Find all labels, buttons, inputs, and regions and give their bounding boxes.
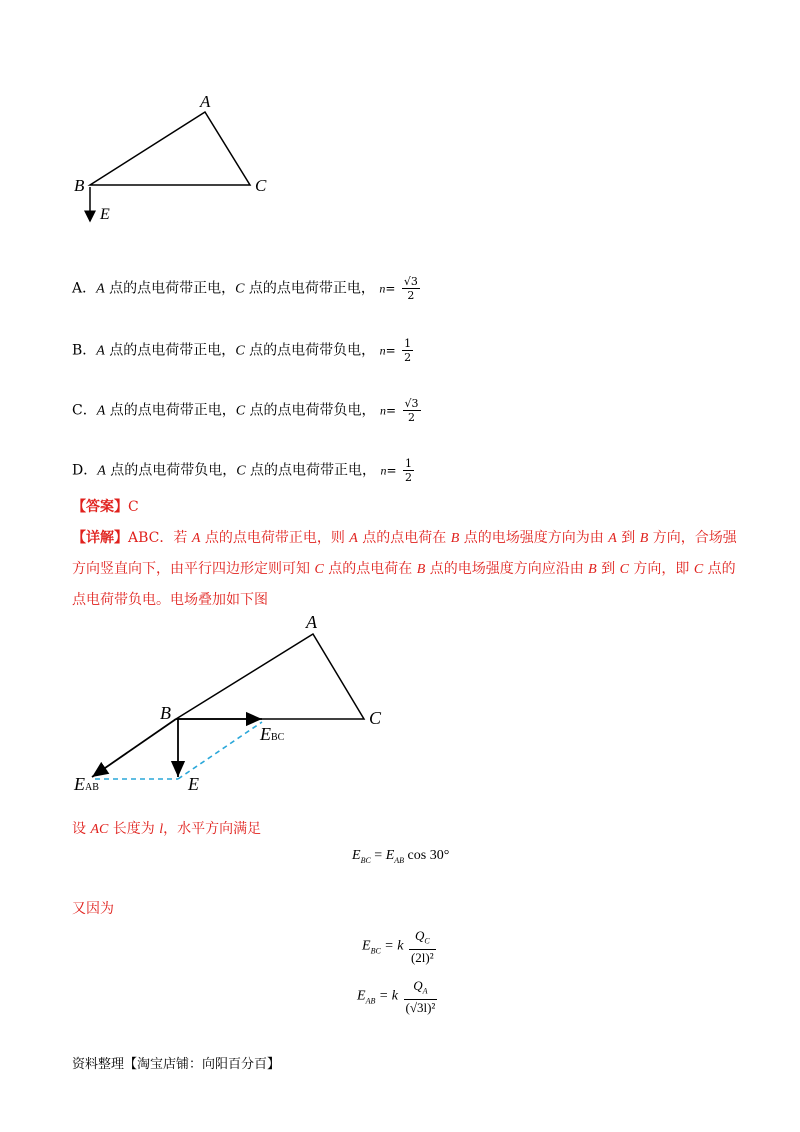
label-c: C	[255, 176, 267, 195]
fig2-label-eab: EAB	[74, 774, 99, 794]
option-b: B．A 点的点电荷带正电，C 点的点电荷带负电， n= $\frac{1}{2}$	[72, 337, 412, 364]
option-d: D．A 点的点电荷带负电，C 点的点电荷带正电， n= $\frac{1}{2}$	[72, 457, 413, 484]
setup-text: 设 AC 长度为 l，水平方向满足	[72, 821, 262, 837]
fig2-label-b: B	[160, 703, 171, 723]
fig2-label-ebc: EBC	[260, 724, 285, 744]
equation-eab: $E_{AB} = k$ $\frac{Q_A}{\text{(√3l)²}}$	[357, 978, 436, 1015]
figure2-diagram	[92, 634, 364, 779]
footer-source: 资料整理【淘宝店铺：向阳百分百】	[72, 1057, 281, 1072]
youyin-text: 又因为	[72, 901, 114, 917]
fig2-label-c: C	[369, 708, 382, 728]
fig2-label-a: A	[306, 612, 317, 632]
equation-ebc-eab: $E_{BC} = E_{AB}$ cos 30°	[352, 848, 450, 865]
equation-ebc: $E_{BC} = k$ $\frac{Q_C}{\text{(2l)²}}$	[362, 928, 434, 965]
triangle-abc-2	[176, 634, 364, 719]
fig2-label-e: E	[188, 774, 199, 794]
detail-explanation: 【详解】ABC．若 A 点的点电荷带正电，则 A 点的点电荷在 B 点的电场强度方向为由 A 到 B 方向，合场强 方向竖直向下，由平行四边形定则可知 C 点的点电荷在 B 点的电场强度方向应沿由 B 到 C 方向，即 C 点的 点电荷带负电。电场叠加如下图	[72, 530, 737, 608]
triangle-abc	[90, 112, 250, 185]
dashed-e-ebc	[178, 722, 262, 779]
label-e: E	[100, 206, 110, 223]
option-c: C．A 点的点电荷带正电，C 点的点电荷带负电， n= $\frac{√3}{2}$	[72, 397, 419, 424]
arrow-eab	[92, 719, 176, 777]
option-a: A．A 点的点电荷带正电，C 点的点电荷带正电， n= $\frac{√3}{2}$	[72, 275, 418, 302]
label-b: B	[74, 176, 85, 195]
answer: 【答案】C	[72, 499, 139, 515]
label-a: A	[200, 92, 211, 111]
